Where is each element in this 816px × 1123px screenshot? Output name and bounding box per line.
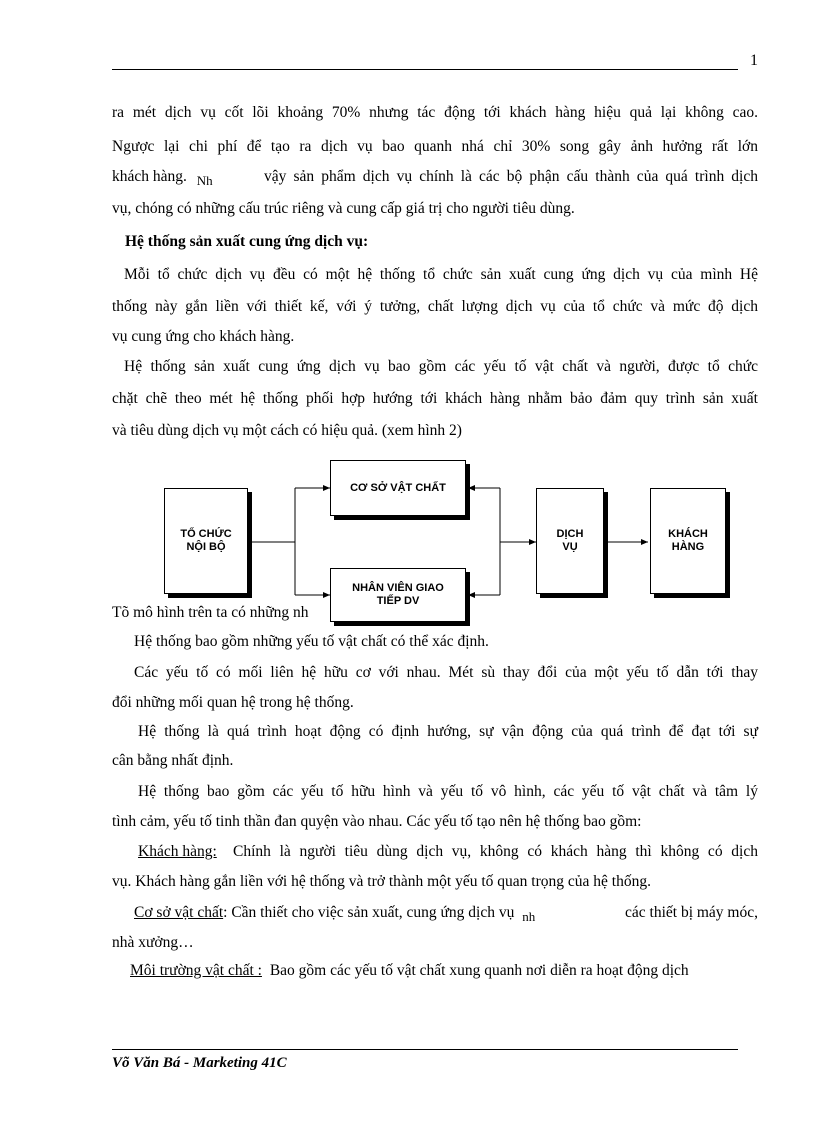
text-line: cân bằng nhất định. — [112, 752, 234, 769]
text-line: Hệ thống sản xuất cung ứng dịch vụ bao gồm các yếu tố vật chất và người, được tổ chức — [124, 358, 758, 375]
text-line: Hệ thống bao gồm những yếu tố vật chất có thể xác định. — [134, 633, 489, 650]
text-line: vụ. Khách hàng gắn liền với hệ thống và trở thành một yếu tố quan trọng của hệ thống. — [112, 873, 651, 890]
text-line: và tiêu dùng dịch vụ một cách có hiệu quả. (xem hình 2) — [112, 422, 462, 439]
text-line: Hệ thống bao gồm các yếu tố hữu hình và yếu tố vô hình, các yếu tố vật chất và tâm lý — [138, 783, 758, 800]
text-line — [134, 904, 758, 922]
text-line: vụ cung ứng cho khách hàng. — [112, 328, 295, 345]
text-line: Ngược lại chi phí để tạo ra dịch vụ bao quanh nhá chỉ 30% song gây ảnh hưởng rất lớn — [112, 138, 758, 155]
text-line: chặt chẽ theo mét hệ thống phối hợp hướng tới khách hàng nhằm bảo đảm quy trình sản xuất — [112, 390, 758, 407]
text-fragment: khách hàng. — [112, 168, 187, 185]
text-line: ra mét dịch vụ cốt lõi khoảng 70% nhưng tác động tới khách hàng hiệu quả lại không cao. — [112, 104, 758, 121]
term-khach-hang: Khách hàng: — [138, 843, 217, 860]
text-line — [130, 962, 758, 980]
text-line: tình cảm, yếu tố tinh thần đan quyện vào nhau. Các yếu tố tạo nên hệ thống bao gồm: — [112, 813, 642, 830]
text-fragment: nh — [522, 909, 536, 924]
box-dich-vu — [536, 488, 604, 594]
box-label: CƠ SỞ VẬT CHẤT — [350, 481, 446, 494]
text-fragment: các thiết bị máy móc, — [625, 904, 758, 921]
box-khach-hang — [650, 488, 726, 594]
term-co-so-vat-chat: Cơ sở vật chất — [134, 904, 224, 921]
box-to-chuc-noi-bo — [164, 488, 248, 594]
text-fragment: Chính là người tiêu dùng dịch vụ, không có khách hàng thì không có dịch — [233, 843, 758, 860]
text-line: Tõ mô hình trên ta có những nh — [112, 604, 309, 621]
term-moi-truong-vat-chat: Môi trường vật chất : — [130, 962, 262, 979]
text-fragment: : Cần thiết cho việc sản xuất, cung ứng dịch vụ — [223, 904, 515, 921]
footer-rule — [112, 1049, 738, 1050]
text-fragment: vậy sản phẩm dịch vụ chính là các bộ phận cấu thành của quá trình dịch — [264, 168, 758, 185]
text-line — [138, 843, 758, 861]
box-label: NHÂN VIÊN GIAO TIẾP DV — [352, 582, 444, 607]
box-label: DỊCH VỤ — [556, 528, 584, 553]
text-fragment: Bao gồm các yếu tố vật chất xung quanh nơi diễn ra hoạt động dịch — [269, 962, 689, 979]
text-line: đổi những mối quan hệ trong hệ thống. — [112, 694, 354, 711]
page-number: 1 — [750, 52, 758, 69]
box-label: TỔ CHỨC NỘI BỘ — [180, 528, 232, 553]
box-co-so-vat-chat — [330, 460, 466, 516]
text-line: thống này gắn liền với thiết kế, với ý tưởng, chất lượng dịch vụ của tổ chức và mức độ dịch — [112, 298, 758, 315]
text-line: Mỗi tổ chức dịch vụ đều có một hệ thống tổ chức sản xuất cung ứng dịch vụ của mình Hệ — [124, 266, 758, 283]
box-label: KHÁCH HÀNG — [668, 528, 708, 553]
text-line: Hệ thống là quá trình hoạt động có định hướng, sự vận động của quá trình để đạt tới sự — [138, 723, 758, 740]
text-line: nhà xưởng… — [112, 934, 194, 951]
text-fragment: Nh — [196, 173, 213, 188]
footer-author: Võ Văn Bá - Marketing 41C — [112, 1055, 287, 1071]
text-line: vụ, chóng có những cấu trúc riêng và cung cấp giá trị cho người tiêu dùng. — [112, 200, 575, 217]
box-nhan-vien — [330, 568, 466, 622]
text-line: Các yếu tố có mối liên hệ hữu cơ với nhau. Mét sù thay đổi của một yếu tố dẫn tới thay — [134, 664, 758, 681]
section-heading: Hệ thống sản xuất cung ứng dịch vụ: — [125, 233, 369, 250]
